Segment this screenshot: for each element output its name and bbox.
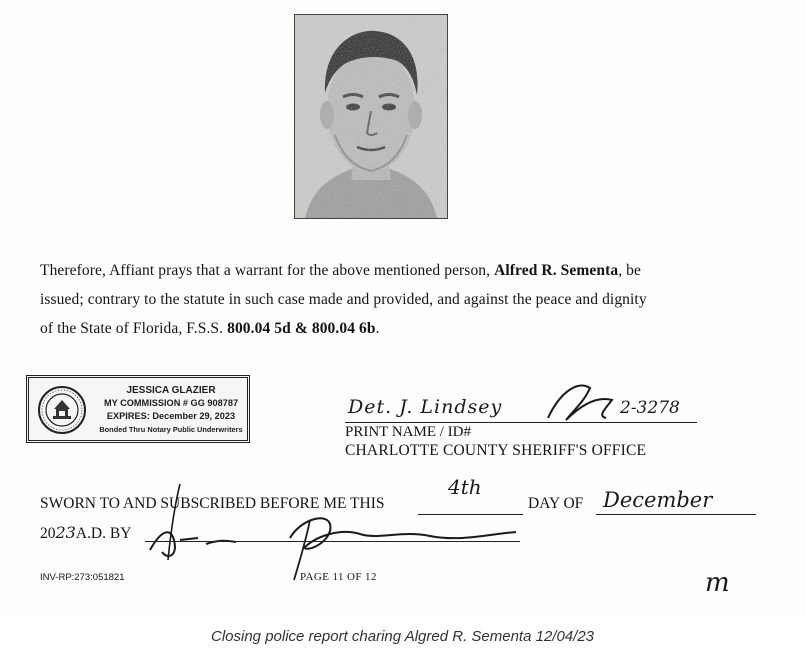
suspect-name: Alfred R. Sementa (494, 262, 619, 279)
notary-signature (150, 518, 516, 556)
sheriff-office-label: CHARLOTTE COUNTY SHERIFF'S OFFICE (345, 442, 647, 459)
page-number: PAGE 11 OF 12 (300, 571, 377, 583)
day-line (418, 514, 523, 515)
day-of-label: DAY OF (528, 495, 584, 512)
notary-expiration: EXPIRES: December 29, 2023 (106, 411, 236, 421)
detective-signature (548, 386, 612, 420)
handwritten-day: 4th (448, 475, 482, 499)
handwritten-badge-id: 2-3278 (620, 398, 680, 418)
paragraph-line-1: Therefore, Affiant prays that a warrant for the above mentioned person, Alfred R. Sementa, be (40, 262, 641, 279)
image-caption: Closing police report charing Algred R. Sementa 12/04/23 (211, 628, 594, 645)
month-line (596, 514, 756, 515)
handwritten-month: December (603, 488, 713, 512)
sworn-statement: SWORN TO AND SUBSCRIBED BEFORE ME THIS (40, 495, 385, 512)
year-line: 2023A.D. BY (40, 523, 132, 542)
handwritten-print-name: Det. J. Lindsey (348, 396, 503, 418)
inventory-number: INV-RP:273:051821 (40, 572, 125, 583)
notary-commission: MY COMMISSION # GG 908787 (103, 398, 239, 408)
notary-stamp-text (93, 384, 249, 436)
notary-bonded: Bonded Thru Notary Public Underwriters (99, 425, 243, 434)
statute-reference: 800.04 5d & 800.04 6b (227, 320, 376, 337)
handwritten-initial: m (705, 568, 730, 598)
notary-seal-icon (37, 385, 87, 435)
paragraph-line-3: of the State of Florida, F.S.S. 800.04 5d & 800.04 6b. (40, 320, 380, 337)
handwritten-year: 23 (55, 523, 76, 542)
notary-signature-line (145, 541, 520, 542)
print-name-line (345, 422, 697, 423)
notary-stamp (26, 375, 250, 443)
paragraph-line-2: issued; contrary to the statute in such case made and provided, and against the peace and dignity (40, 291, 647, 308)
print-name-label: PRINT NAME / ID# (345, 424, 471, 440)
suspect-photo (294, 14, 448, 219)
notary-name: JESSICA GLAZIER (126, 385, 216, 396)
warrant-paragraph (40, 256, 760, 343)
